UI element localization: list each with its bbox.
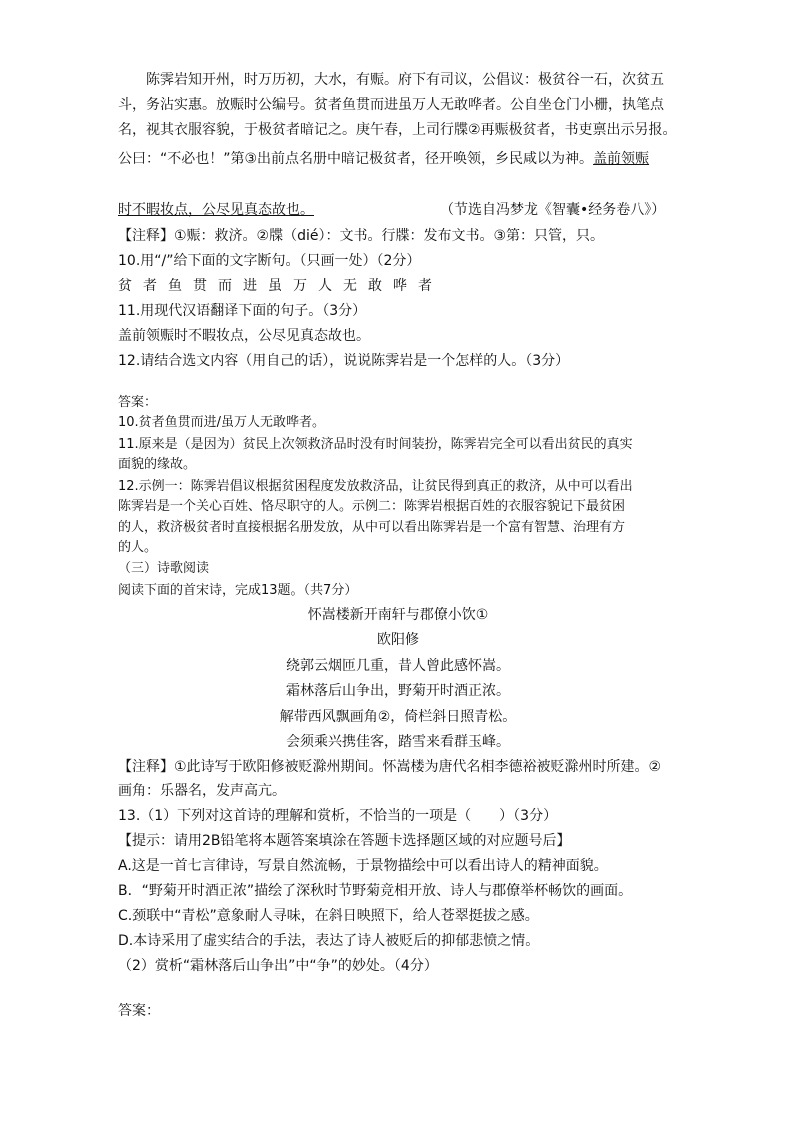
- answer-12-line-2: 陈霁岩是一个关心百姓、恪尽职守的人。示例二：陈霁岩根据百姓的衣服容貌记下最贫困: [118, 499, 626, 514]
- section-3-heading: （三）诗歌阅读: [118, 561, 210, 576]
- question-13-option-d: D.本诗采用了虚实结合的手法，表达了诗人被贬后的抑郁悲愤之情。: [118, 933, 540, 949]
- question-13-part-2: （2）赏析“霜林落后山争出”中“争”的妙处。（4分）: [118, 958, 438, 974]
- answer-10: 10.贫者鱼贯而进/虽万人无敢哗者。: [118, 415, 326, 430]
- underlined-sentence-start: 盖前领赈: [593, 151, 650, 167]
- passage-notes: 【注释】①赈：救济。②牒（dié）：文书。行牒：发布文书。③第：只管，只。: [118, 228, 605, 244]
- question-13-option-c: C.颈联中“青松”意象耐人寻味，在斜日映照下，给人苍翠挺拔之感。: [118, 908, 539, 924]
- answer-11-line-2: 面貌的缘故。: [118, 457, 197, 472]
- poem-title: 怀嵩楼新开南轩与郡僚小饮①: [307, 607, 489, 623]
- poem-author: 欧阳修: [377, 632, 419, 648]
- poem-line-3: 解带西风飘画角②，倚栏斜日照青松。: [279, 709, 517, 725]
- underlined-sentence-end: 时不暇妆点，公尽见真态故也。: [118, 202, 314, 218]
- passage-line-4: [118, 149, 678, 169]
- passage-line-3: 名，视其衣服容貌，于极贫者暗记之。庚午春，上司行牒②再赈极贫者，书吏禀出示另报。: [118, 122, 677, 138]
- question-11-prompt: 11.用现代汉语翻译下面的句子。（3分）: [118, 303, 367, 319]
- question-13-option-b: B．“野菊开时酒正浓”描绘了深秋时节野菊竞相开放、诗人与郡僚举杯畅饮的画面。: [118, 883, 633, 899]
- question-12-prompt: 12.请结合选文内容（用自己的话），说说陈霁岩是一个怎样的人。（3分）: [118, 353, 570, 369]
- poem-notes-line-1: 【注释】①此诗写于欧阳修被贬滁州期间。怀嵩楼为唐代名相李德裕被贬滁州时所建。②: [118, 759, 662, 775]
- poem-line-1: 绕郭云烟匝几重，昔人曾此感怀嵩。: [286, 658, 510, 674]
- answer-11-line-1: 11.原来是（是因为）贫民上次领救济品时没有时间装扮，陈霁岩完全可以看出贫民的真实: [118, 437, 633, 452]
- question-13-hint: 【提示：请用2B铅笔将本题答案填涂在答题卡选择题区域的对应题号后】: [118, 833, 571, 849]
- question-11-sentence: 盖前领赈时不暇妆点，公尽见真态故也。: [118, 328, 370, 344]
- poem-line-2: 霜林落后山争出，野菊开时酒正浓。: [286, 683, 510, 699]
- answers-heading: 答案：: [118, 395, 158, 410]
- answer-12-line-4: 的人。: [118, 540, 158, 555]
- question-10-prompt: 10.用“/”给下面的文字断句。（只画一处）（2分）: [118, 253, 421, 269]
- passage-line-2: 斗，务沾实惠。放赈时公编号。贫者鱼贯而进虽万人无敢哗者。公自坐仓门小栅，执笔点: [118, 97, 664, 113]
- answers-heading-2: 答案：: [118, 1003, 160, 1019]
- passage-source: （节选自冯梦龙《智囊•经务卷八》）: [440, 202, 666, 218]
- question-10-text: 贫者鱼贯而进虽万人无敢哗者: [118, 278, 443, 294]
- poem-line-4: 会须乘兴携佳客，踏雪来看群玉峰。: [286, 734, 510, 750]
- question-13-prompt: 13.（1）下列对这首诗的理解和赏析，不恰当的一项是（ ）（3分）: [118, 808, 558, 824]
- section-3-intro: 阅读下面的首宋诗，完成13题。（共7分）: [118, 583, 358, 598]
- passage-line-1: 陈霁岩知开州，时万历初，大水，有赈。府下有司议，公倡议：极贫谷一石，次贫五: [146, 72, 664, 88]
- passage-line-4-text: 公曰：“不必也！”第③出前点名册中暗记极贫者，径开唤领，乡民咸以为神。: [118, 151, 594, 167]
- answer-12-line-3: 的人，救济极贫者时直接根据名册发放，从中可以看出陈霁岩是一个富有智慧、治理有方: [118, 520, 626, 535]
- question-13-option-a: A.这是一首七言律诗，写景自然流畅，于景物描绘中可以看出诗人的精神面貌。: [118, 858, 608, 874]
- poem-notes-line-2: 画角：乐器名，发声高亢。: [118, 783, 286, 799]
- answer-12-line-1: 12.示例一：陈霁岩倡议根据贫困程度发放救济品，让贫民得到真正的救济，从中可以看出: [118, 479, 633, 494]
